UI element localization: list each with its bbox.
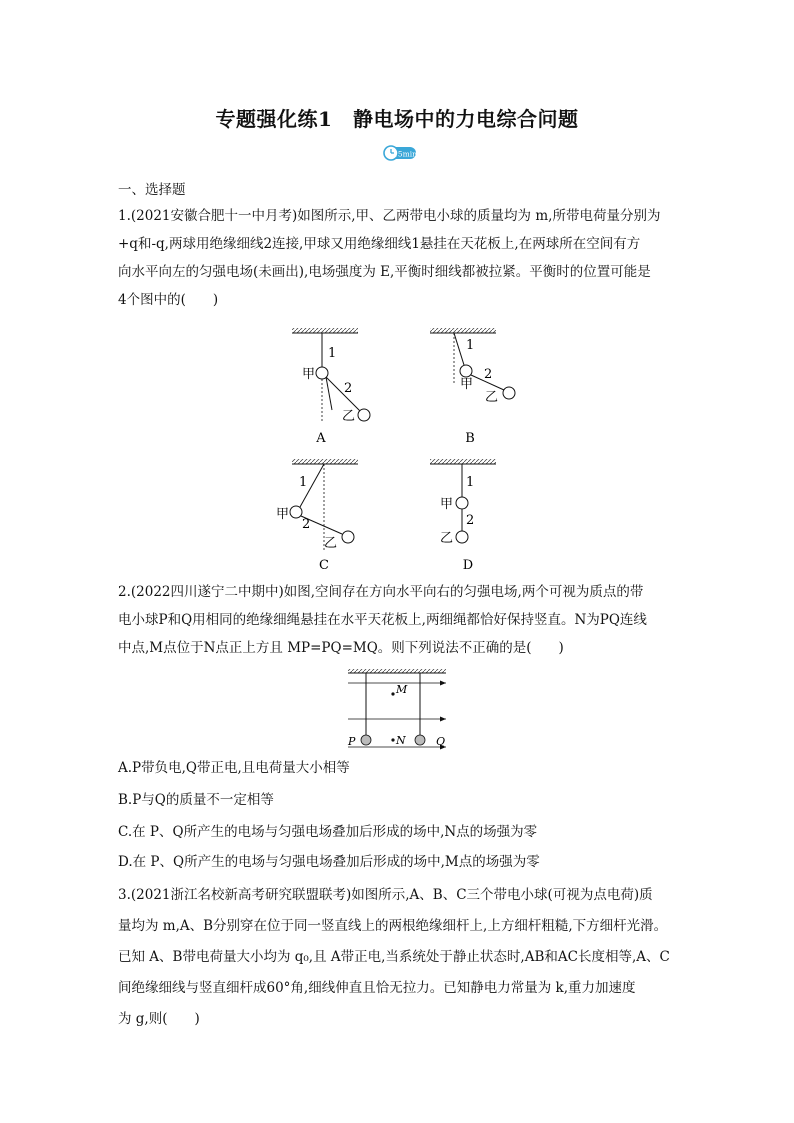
option-d-label: D — [462, 558, 474, 573]
ball-q — [415, 735, 425, 745]
option-c-label: C — [319, 558, 329, 573]
thread-1-label: 1 — [299, 475, 308, 490]
diagram-b — [430, 328, 515, 446]
diagram-c — [276, 459, 358, 573]
thread-1-label: 1 — [466, 475, 475, 490]
timer-text: 15min — [393, 149, 417, 159]
point-m-label: M — [396, 683, 408, 696]
ball-p — [361, 735, 371, 745]
q2-option-b: B.P与Q的质量不一定相等 — [118, 792, 274, 808]
q2-figure — [340, 667, 455, 752]
ball-lower-label: 乙 — [440, 531, 454, 546]
option-a-label: A — [316, 431, 326, 446]
section-heading: 一、选择题 — [118, 182, 186, 198]
q2-option-d: D.在 P、Q所产生的电场与匀强电场叠加后形成的场中,M点的场强为零 — [118, 854, 540, 870]
thread-2-label: 2 — [466, 513, 475, 528]
timer-badge — [383, 144, 415, 160]
q3-line: 为 g,则( ) — [118, 1011, 200, 1027]
ball-lower-label: 乙 — [342, 409, 356, 424]
thread-2-label: 2 — [484, 367, 493, 382]
q3-line: 已知 A、B带电荷量大小均为 q₀,且 A带正电,当系统处于静止状态时,AB和AC长度相等,A、C — [118, 949, 670, 965]
q1-line: 4个图中的( ) — [118, 292, 219, 308]
ball-lower-label: 乙 — [485, 390, 499, 405]
point-n-label: N — [396, 734, 406, 747]
question-2 — [118, 578, 684, 662]
ball-lower-label: 乙 — [324, 536, 338, 551]
diagram-a — [292, 328, 370, 446]
clock-icon — [383, 144, 417, 162]
q3-line: 3.(2021浙江名校新高考研究联盟联考)如图所示,A、B、C三个带电小球(可视为点电荷)质 — [118, 887, 653, 903]
ball-upper-label: 甲 — [460, 377, 474, 392]
thread-1-label: 1 — [466, 338, 475, 353]
q2-option-a: A.P带负电,Q带正电,且电荷量大小相等 — [118, 760, 350, 776]
ball-upper-label: 甲 — [440, 497, 454, 512]
ball-upper-label: 甲 — [276, 507, 290, 522]
q1-line: 向水平向左的匀强电场(未画出),电场强度为 E,平衡时细线都被拉紧。平衡时的位置可能是 — [118, 264, 651, 280]
diagram-d — [430, 459, 496, 573]
q3-line: 间绝缘细线与竖直细杆成60°角,细线伸直且恰无拉力。已知静电力常量为 k,重力加速度 — [118, 980, 636, 996]
thread-2-label: 2 — [302, 517, 311, 532]
q1-line: +q和-q,两球用绝缘细线2连接,甲球又用绝缘细线1悬挂在天花板上,在两球所在空间有方 — [118, 236, 641, 252]
ball-upper-label: 甲 — [302, 367, 316, 382]
q2-line: 电小球P和Q用相同的绝缘细绳悬挂在水平天花板上,两细绳都恰好保持竖直。N为PQ连线 — [118, 612, 647, 628]
q1-figure — [276, 322, 520, 573]
page-title: 专题强化练1 静电场中的力电综合问题 — [215, 107, 579, 131]
thread-1-label: 1 — [328, 346, 337, 361]
q1-line: 1.(2021安徽合肥十一中月考)如图所示,甲、乙两带电小球的质量均为 m,所带电荷量分别为 — [118, 208, 661, 224]
question-3 — [118, 880, 684, 1035]
q2-option-c: C.在 P、Q所产生的电场与匀强电场叠加后形成的场中,N点的场强为零 — [118, 824, 538, 840]
q3-line: 量均为 m,A、B分别穿在位于同一竖直线上的两根绝缘细杆上,上方细杆粗糙,下方细杆光滑。 — [118, 918, 668, 934]
q2-line: 中点,M点位于N点正上方且 MP=PQ=MQ。则下列说法不正确的是( ) — [118, 640, 564, 656]
point-q-label: Q — [436, 735, 446, 748]
question-1 — [118, 202, 684, 314]
thread-2-label: 2 — [344, 381, 353, 396]
q2-line: 2.(2022四川遂宁二中期中)如图,空间存在方向水平向右的匀强电场,两个可视为质点的带 — [118, 584, 644, 600]
option-b-label: B — [465, 431, 475, 446]
point-p-label: P — [348, 735, 356, 748]
